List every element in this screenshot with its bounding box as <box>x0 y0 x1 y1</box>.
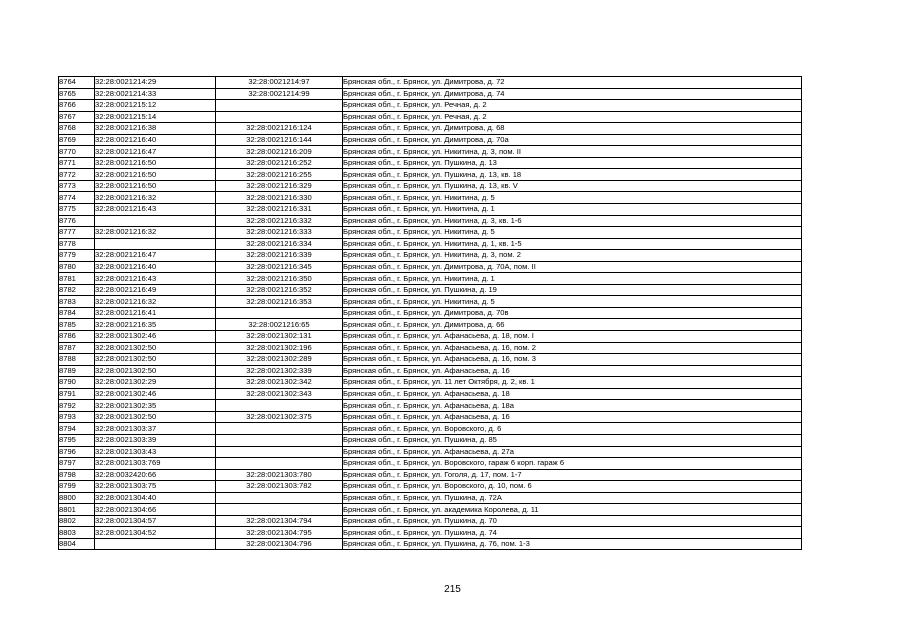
table-row <box>59 134 802 146</box>
table-row <box>59 411 802 423</box>
row-number-cell: 8801 <box>59 504 95 516</box>
cadastral-number-2-cell: 32:28:0021216:353 <box>216 296 343 308</box>
cadastral-number-cell: 32:28:0021302:50 <box>95 411 216 423</box>
address-cell: Брянская обл., г. Брянск, ул. Никитина, д. 5 <box>343 227 802 239</box>
cadastral-number-cell: 32:28:0021302:50 <box>95 365 216 377</box>
address-cell: Брянская обл., г. Брянск, ул. 11 лет Октября, д. 2, кв. 1 <box>343 377 802 389</box>
address-cell: Брянская обл., г. Брянск, ул. Никитина, д. 1, кв. 1-5 <box>343 238 802 250</box>
row-number-cell: 8764 <box>59 77 95 89</box>
row-number-cell: 8790 <box>59 377 95 389</box>
cadastral-number-2-cell <box>216 400 343 412</box>
cadastral-number-cell: 32:28:0021216:38 <box>95 123 216 135</box>
address-cell: Брянская обл., г. Брянск, ул. Пушкина, д. 74 <box>343 527 802 539</box>
cadastral-number-2-cell <box>216 504 343 516</box>
cadastral-number-2-cell: 32:28:0021303:780 <box>216 469 343 481</box>
row-number-cell: 8772 <box>59 169 95 181</box>
cadastral-number-cell: 32:28:0021216:40 <box>95 261 216 273</box>
table-row <box>59 469 802 481</box>
cadastral-number-2-cell <box>216 458 343 470</box>
table-row <box>59 434 802 446</box>
table-row <box>59 238 802 250</box>
cadastral-number-cell: 32:28:0021216:50 <box>95 157 216 169</box>
cadastral-number-cell: 32:28:0021303:769 <box>95 458 216 470</box>
address-cell: Брянская обл., г. Брянск, ул. Афанасьева, д. 18 <box>343 388 802 400</box>
address-cell: Брянская обл., г. Брянск, ул. академика Королева, д. 11 <box>343 504 802 516</box>
table-row <box>59 492 802 504</box>
cadastral-number-cell: 32:28:0021216:43 <box>95 204 216 216</box>
address-cell: Брянская обл., г. Брянск, ул. Пушкина, д. 85 <box>343 434 802 446</box>
row-number-cell: 8767 <box>59 111 95 123</box>
address-cell: Брянская обл., г. Брянск, ул. Афанасьева, д. 18, пом. I <box>343 331 802 343</box>
row-number-cell: 8799 <box>59 481 95 493</box>
cadastral-number-2-cell <box>216 434 343 446</box>
table-row <box>59 319 802 331</box>
cadastral-number-cell: 32:28:0021216:47 <box>95 250 216 262</box>
address-cell: Брянская обл., г. Брянск, ул. Афанасьева, д. 16 <box>343 365 802 377</box>
row-number-cell: 8796 <box>59 446 95 458</box>
row-number-cell: 8765 <box>59 88 95 100</box>
address-cell: Брянская обл., г. Брянск, ул. Никитина, д. 5 <box>343 296 802 308</box>
cadastral-number-2-cell: 32:28:0021216:330 <box>216 192 343 204</box>
cadastral-number-cell: 32:28:0021304:40 <box>95 492 216 504</box>
address-cell: Брянская обл., г. Брянск, ул. Пушкина, д. 76, пом. 1-3 <box>343 538 802 550</box>
cadastral-number-2-cell <box>216 100 343 112</box>
cadastral-number-cell: 32:28:0021216:35 <box>95 319 216 331</box>
row-number-cell: 8791 <box>59 388 95 400</box>
address-cell: Брянская обл., г. Брянск, ул. Пушкина, д. 19 <box>343 284 802 296</box>
cadastral-number-cell: 32:28:0021216:32 <box>95 227 216 239</box>
table-row <box>59 215 802 227</box>
cadastral-number-2-cell: 32:28:0021216:332 <box>216 215 343 227</box>
cadastral-number-cell: 32:28:0021303:39 <box>95 434 216 446</box>
table-row <box>59 377 802 389</box>
cadastral-number-cell: 32:28:0021303:37 <box>95 423 216 435</box>
row-number-cell: 8770 <box>59 146 95 158</box>
registry-table <box>58 76 802 550</box>
table-row <box>59 538 802 550</box>
table-row <box>59 307 802 319</box>
row-number-cell: 8776 <box>59 215 95 227</box>
cadastral-number-2-cell: 32:28:0021216:331 <box>216 204 343 216</box>
cadastral-number-2-cell: 32:28:0021216:345 <box>216 261 343 273</box>
table-row <box>59 123 802 135</box>
address-cell: Брянская обл., г. Брянск, ул. Пушкина, д. 72А <box>343 492 802 504</box>
cadastral-number-cell: 32:28:0021302:50 <box>95 354 216 366</box>
address-cell: Брянская обл., г. Брянск, ул. Афанасьева, д. 16 <box>343 411 802 423</box>
address-cell: Брянская обл., г. Брянск, ул. Никитина, д. 5 <box>343 192 802 204</box>
address-cell: Брянская обл., г. Брянск, ул. Воровского, гараж 6 корп. гараж 6 <box>343 458 802 470</box>
row-number-cell: 8774 <box>59 192 95 204</box>
cadastral-number-cell: 32:28:0021216:50 <box>95 180 216 192</box>
cadastral-number-cell: 32:28:0021216:32 <box>95 192 216 204</box>
cadastral-number-2-cell <box>216 307 343 319</box>
table-row <box>59 261 802 273</box>
cadastral-number-cell: 32:28:0021304:57 <box>95 515 216 527</box>
cadastral-number-2-cell: 32:28:0021302:339 <box>216 365 343 377</box>
cadastral-number-cell: 32:28:0021216:49 <box>95 284 216 296</box>
cadastral-number-cell: 32:28:0021216:47 <box>95 146 216 158</box>
address-cell: Брянская обл., г. Брянск, ул. Димитрова, д. 74 <box>343 88 802 100</box>
table-row <box>59 481 802 493</box>
table-row <box>59 88 802 100</box>
table-row <box>59 180 802 192</box>
cadastral-number-cell <box>95 238 216 250</box>
row-number-cell: 8766 <box>59 100 95 112</box>
row-number-cell: 8803 <box>59 527 95 539</box>
row-number-cell: 8771 <box>59 157 95 169</box>
table-row <box>59 388 802 400</box>
cadastral-number-2-cell: 32:28:0021216:350 <box>216 273 343 285</box>
cadastral-number-2-cell: 32:28:0021216:329 <box>216 180 343 192</box>
cadastral-number-cell: 32:28:0021214:29 <box>95 77 216 89</box>
cadastral-number-2-cell <box>216 111 343 123</box>
cadastral-number-cell: 32:28:0021216:40 <box>95 134 216 146</box>
address-cell: Брянская обл., г. Брянск, ул. Никитина, д. 1 <box>343 273 802 285</box>
cadastral-number-2-cell <box>216 446 343 458</box>
cadastral-number-2-cell: 32:28:0021216:352 <box>216 284 343 296</box>
row-number-cell: 8778 <box>59 238 95 250</box>
row-number-cell: 8768 <box>59 123 95 135</box>
row-number-cell: 8781 <box>59 273 95 285</box>
cadastral-number-2-cell: 32:28:0021216:333 <box>216 227 343 239</box>
cadastral-number-2-cell: 32:28:0021304:794 <box>216 515 343 527</box>
cadastral-number-cell: 32:28:0021302:46 <box>95 331 216 343</box>
address-cell: Брянская обл., г. Брянск, ул. Речная, д. 2 <box>343 100 802 112</box>
address-cell: Брянская обл., г. Брянск, ул. Никитина, д. 3, кв. 1-6 <box>343 215 802 227</box>
table-row <box>59 273 802 285</box>
row-number-cell: 8802 <box>59 515 95 527</box>
cadastral-number-2-cell <box>216 423 343 435</box>
cadastral-number-2-cell: 32:28:0021303:782 <box>216 481 343 493</box>
table-row <box>59 331 802 343</box>
address-cell: Брянская обл., г. Брянск, ул. Пушкина, д. 70 <box>343 515 802 527</box>
row-number-cell: 8794 <box>59 423 95 435</box>
cadastral-number-cell: 32:28:0021216:41 <box>95 307 216 319</box>
table-row <box>59 400 802 412</box>
row-number-cell: 8795 <box>59 434 95 446</box>
cadastral-number-cell: 32:28:0021302:50 <box>95 342 216 354</box>
row-number-cell: 8784 <box>59 307 95 319</box>
address-cell: Брянская обл., г. Брянск, ул. Воровского, д. 6 <box>343 423 802 435</box>
cadastral-number-2-cell: 32:28:0021216:124 <box>216 123 343 135</box>
address-cell: Брянская обл., г. Брянск, ул. Димитрова, д. 70А, пом. II <box>343 261 802 273</box>
cadastral-number-cell: 32:28:0021216:50 <box>95 169 216 181</box>
table-row <box>59 111 802 123</box>
address-cell: Брянская обл., г. Брянск, ул. Димитрова, д. 70в <box>343 307 802 319</box>
table-row <box>59 296 802 308</box>
address-cell: Брянская обл., г. Брянск, ул. Гоголя, д. 17, пом. 1-7 <box>343 469 802 481</box>
address-cell: Брянская обл., г. Брянск, ул. Воровского, д. 10, пом. 6 <box>343 481 802 493</box>
address-cell: Брянская обл., г. Брянск, ул. Афанасьева, д. 27а <box>343 446 802 458</box>
cadastral-number-cell <box>95 538 216 550</box>
table-row <box>59 204 802 216</box>
table-row <box>59 504 802 516</box>
address-cell: Брянская обл., г. Брянск, ул. Афанасьева, д. 16, пом. 3 <box>343 354 802 366</box>
row-number-cell: 8787 <box>59 342 95 354</box>
cadastral-number-cell: 32:28:0021215:14 <box>95 111 216 123</box>
address-cell: Брянская обл., г. Брянск, ул. Афанасьева, д. 18а <box>343 400 802 412</box>
cadastral-number-2-cell: 32:28:0021302:196 <box>216 342 343 354</box>
cadastral-number-cell: 32:28:0021216:32 <box>95 296 216 308</box>
table-row <box>59 458 802 470</box>
row-number-cell: 8786 <box>59 331 95 343</box>
table-row <box>59 157 802 169</box>
row-number-cell: 8789 <box>59 365 95 377</box>
address-cell: Брянская обл., г. Брянск, ул. Димитрова, д. 70а <box>343 134 802 146</box>
address-cell: Брянская обл., г. Брянск, ул. Димитрова, д. 72 <box>343 77 802 89</box>
table-row <box>59 365 802 377</box>
address-cell: Брянская обл., г. Брянск, ул. Никитина, д. 1 <box>343 204 802 216</box>
cadastral-number-2-cell: 32:28:0021302:289 <box>216 354 343 366</box>
address-cell: Брянская обл., г. Брянск, ул. Афанасьева, д. 16, пом. 2 <box>343 342 802 354</box>
table-row <box>59 515 802 527</box>
cadastral-number-2-cell <box>216 492 343 504</box>
address-cell: Брянская обл., г. Брянск, ул. Димитрова, д. 68 <box>343 123 802 135</box>
cadastral-number-2-cell: 32:28:0021304:795 <box>216 527 343 539</box>
cadastral-number-2-cell: 32:28:0021216:209 <box>216 146 343 158</box>
cadastral-number-cell: 32:28:0032420:66 <box>95 469 216 481</box>
row-number-cell: 8800 <box>59 492 95 504</box>
cadastral-number-cell: 32:28:0021303:75 <box>95 481 216 493</box>
row-number-cell: 8792 <box>59 400 95 412</box>
table-row <box>59 250 802 262</box>
table-row <box>59 77 802 89</box>
table-row <box>59 169 802 181</box>
cadastral-number-2-cell: 32:28:0021302:343 <box>216 388 343 400</box>
table-row <box>59 423 802 435</box>
row-number-cell: 8779 <box>59 250 95 262</box>
cadastral-number-2-cell: 32:28:0021216:65 <box>216 319 343 331</box>
row-number-cell: 8783 <box>59 296 95 308</box>
address-cell: Брянская обл., г. Брянск, ул. Пушкина, д. 13 <box>343 157 802 169</box>
cadastral-number-cell: 32:28:0021214:33 <box>95 88 216 100</box>
address-cell: Брянская обл., г. Брянск, ул. Никитина, д. 3, пом. 2 <box>343 250 802 262</box>
row-number-cell: 8793 <box>59 411 95 423</box>
address-cell: Брянская обл., г. Брянск, ул. Никитина, д. 3, пом. II <box>343 146 802 158</box>
cadastral-number-cell: 32:28:0021304:52 <box>95 527 216 539</box>
row-number-cell: 8782 <box>59 284 95 296</box>
row-number-cell: 8780 <box>59 261 95 273</box>
table-row <box>59 100 802 112</box>
table-row <box>59 146 802 158</box>
cadastral-number-cell: 32:28:0021302:35 <box>95 400 216 412</box>
table-row <box>59 192 802 204</box>
row-number-cell: 8777 <box>59 227 95 239</box>
cadastral-number-2-cell: 32:28:0021214:99 <box>216 88 343 100</box>
address-cell: Брянская обл., г. Брянск, ул. Речная, д. 2 <box>343 111 802 123</box>
row-number-cell: 8773 <box>59 180 95 192</box>
cadastral-number-2-cell: 32:28:0021216:334 <box>216 238 343 250</box>
row-number-cell: 8797 <box>59 458 95 470</box>
row-number-cell: 8775 <box>59 204 95 216</box>
registry-table-body <box>59 77 802 550</box>
cadastral-number-2-cell: 32:28:0021216:252 <box>216 157 343 169</box>
table-row <box>59 342 802 354</box>
row-number-cell: 8769 <box>59 134 95 146</box>
cadastral-number-cell: 32:28:0021215:12 <box>95 100 216 112</box>
cadastral-number-2-cell: 32:28:0021302:375 <box>216 411 343 423</box>
page-number: 215 <box>444 584 461 595</box>
table-row <box>59 354 802 366</box>
row-number-cell: 8788 <box>59 354 95 366</box>
address-cell: Брянская обл., г. Брянск, ул. Пушкина, д. 13, кв. V <box>343 180 802 192</box>
cadastral-number-2-cell: 32:28:0021216:255 <box>216 169 343 181</box>
cadastral-number-cell: 32:28:0021302:46 <box>95 388 216 400</box>
cadastral-number-2-cell: 32:28:0021216:339 <box>216 250 343 262</box>
cadastral-number-cell <box>95 215 216 227</box>
cadastral-number-2-cell: 32:28:0021302:131 <box>216 331 343 343</box>
cadastral-number-2-cell: 32:28:0021216:144 <box>216 134 343 146</box>
cadastral-number-2-cell: 32:28:0021302:342 <box>216 377 343 389</box>
address-cell: Брянская обл., г. Брянск, ул. Димитрова, д. 66 <box>343 319 802 331</box>
row-number-cell: 8785 <box>59 319 95 331</box>
table-row <box>59 527 802 539</box>
cadastral-number-cell: 32:28:0021303:43 <box>95 446 216 458</box>
address-cell: Брянская обл., г. Брянск, ул. Пушкина, д. 13, кв. 18 <box>343 169 802 181</box>
cadastral-number-2-cell: 32:28:0021214:97 <box>216 77 343 89</box>
cadastral-number-cell: 32:28:0021216:43 <box>95 273 216 285</box>
row-number-cell: 8798 <box>59 469 95 481</box>
table-row <box>59 227 802 239</box>
cadastral-number-cell: 32:28:0021304:66 <box>95 504 216 516</box>
cadastral-number-cell: 32:28:0021302:29 <box>95 377 216 389</box>
row-number-cell: 8804 <box>59 538 95 550</box>
cadastral-number-2-cell: 32:28:0021304:796 <box>216 538 343 550</box>
table-row <box>59 446 802 458</box>
table-row <box>59 284 802 296</box>
